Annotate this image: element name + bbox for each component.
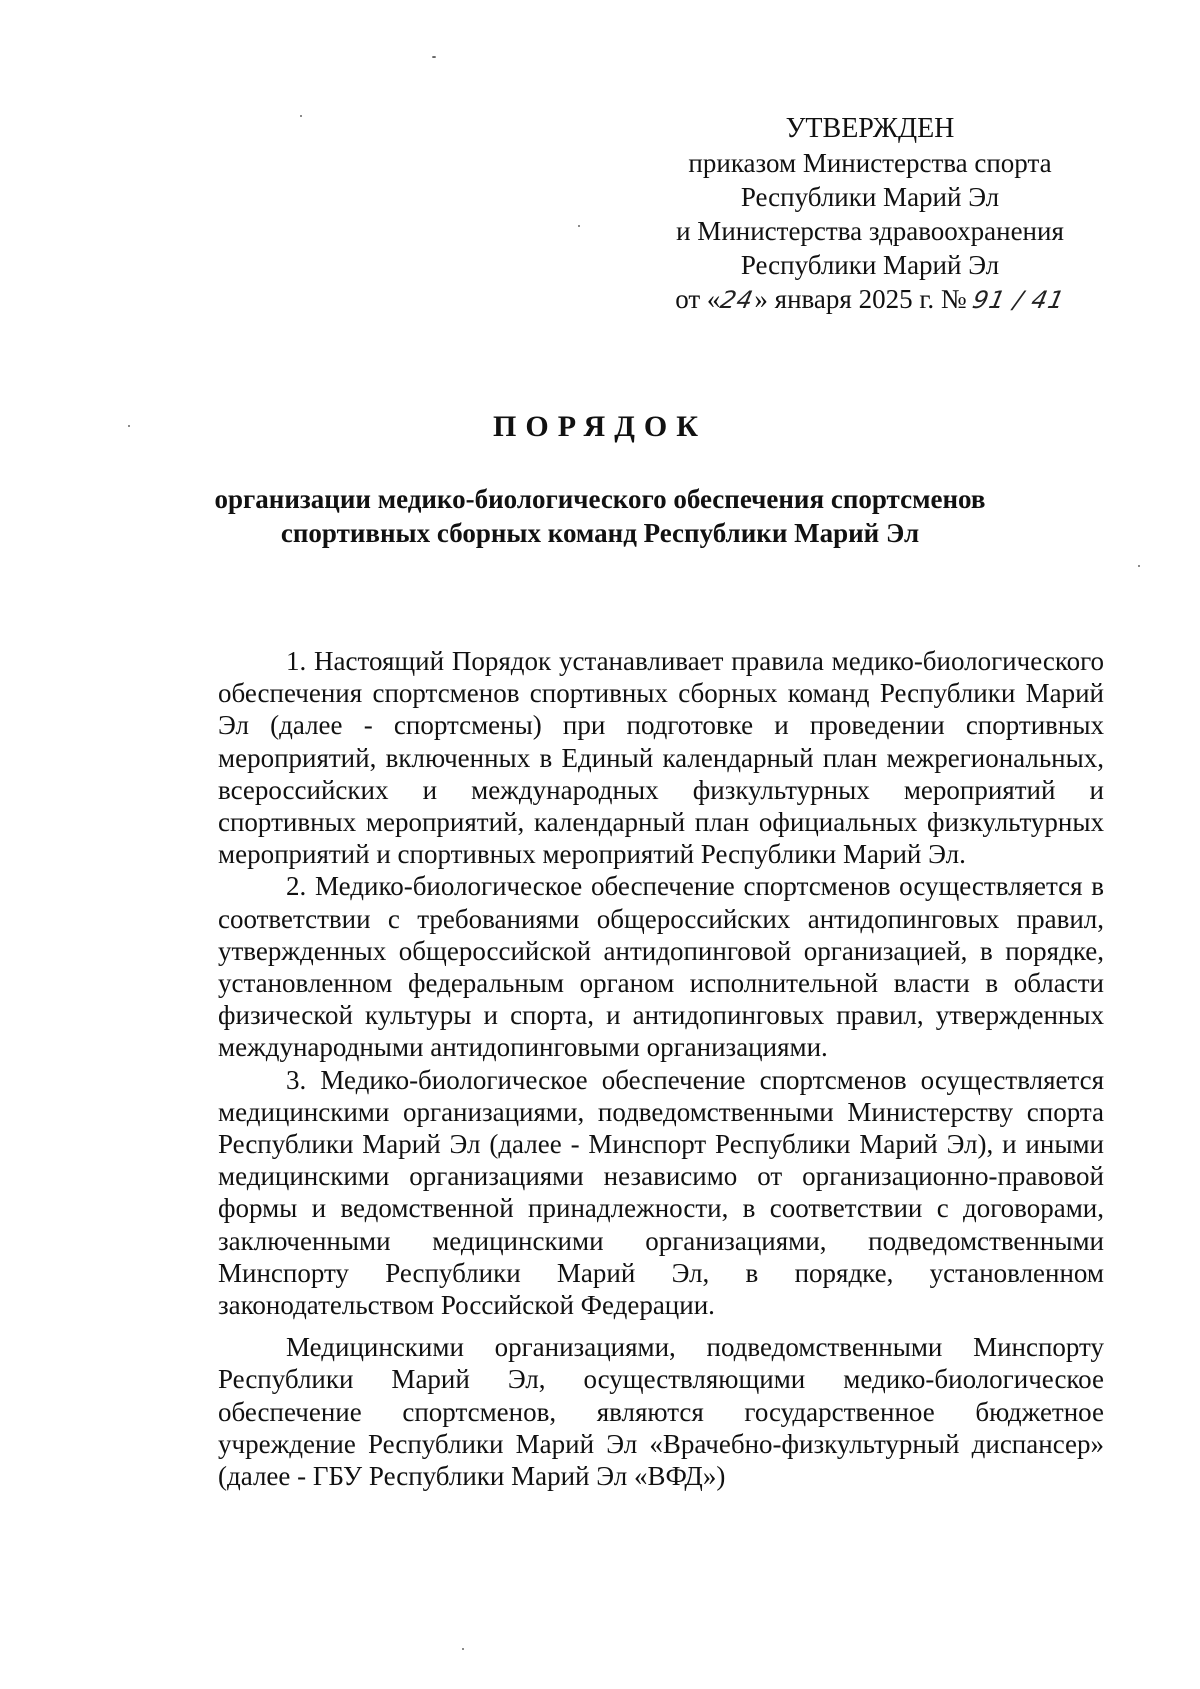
subtitle-line: спортивных сборных команд Республики Марий Эл bbox=[280, 518, 920, 548]
scan-speck bbox=[300, 115, 302, 117]
approval-line: Республики Марий Эл bbox=[740, 182, 1000, 212]
subtitle-line: организации медико-биологического обеспечения спортсменов bbox=[214, 484, 986, 514]
approval-line: Республики Марий Эл bbox=[740, 250, 1000, 280]
paragraph-3: 3. Медико-биологическое обеспечение спортсменов осуществляется медицинскими организациями, подведомственными Министерству спорта Республики Марий Эл (далее - Минспорт Республики Марий Эл), и иными медицинскими организациями независимо от организационно-правовой формы и ведомственной принадлежности, в соответствии с договорами, заключенными медицинскими организациями, подведомственными Минспорту Республики Марий Эл, в порядке, установленном законодательством Российской Федерации. bbox=[218, 1064, 1104, 1321]
approval-date-line bbox=[640, 282, 1100, 317]
approval-line: и Министерства здравоохранения bbox=[676, 216, 1064, 246]
paragraph-4: Медицинскими организациями, подведомственными Минспорту Республики Марий Эл, осуществляющими медико-биологическое обеспечение спортсменов, являются государственное бюджетное учреждение Республики Марий Эл «Врачебно-физкультурный диспансер» (далее - ГБУ Республики Марий Эл «ВФД») bbox=[218, 1332, 1104, 1492]
handwritten-day: 24 bbox=[718, 286, 757, 314]
document-title: ПОРЯДОК bbox=[493, 410, 707, 443]
date-middle: » января 2025 г. № bbox=[754, 284, 974, 314]
document-subtitle bbox=[200, 482, 1000, 550]
approval-title: УТВЕРЖДЕН bbox=[785, 113, 955, 144]
approval-line: приказом Министерства спорта bbox=[688, 148, 1052, 178]
scan-speck bbox=[462, 1648, 464, 1650]
scan-speck bbox=[432, 56, 436, 58]
date-prefix: от « bbox=[675, 284, 721, 314]
scan-speck bbox=[578, 225, 580, 227]
handwritten-order-number: 91 / 41 bbox=[970, 286, 1068, 314]
paragraph-2: 2. Медико-биологическое обеспечение спортсменов осуществляется в соответствии с требованиями общероссийских антидопинговых правил, утвержденных общероссийской антидопинговой организацией, в порядке, установленном федеральным органом исполнительной власти в области физической культуры и спорта, и антидопинговых правил, утвержденных международными антидопинговыми организациями. bbox=[218, 871, 1104, 1063]
document-body bbox=[218, 645, 1104, 1492]
paragraph-1: 1. Настоящий Порядок устанавливает правила медико-биологического обеспечения спортсменов спортивных сборных команд Республики Марий Эл (далее - спортсмены) при подготовке и проведении спортивных мероприятий, включенных в Единый календарный план межрегиональных, всероссийских и международных физкультурных мероприятий и спортивных мероприятий, календарный план официальных физкультурных мероприятий и спортивных мероприятий Республики Марий Эл. bbox=[218, 646, 1104, 870]
approval-stamp-block bbox=[640, 112, 1100, 317]
scan-speck bbox=[1138, 565, 1140, 567]
